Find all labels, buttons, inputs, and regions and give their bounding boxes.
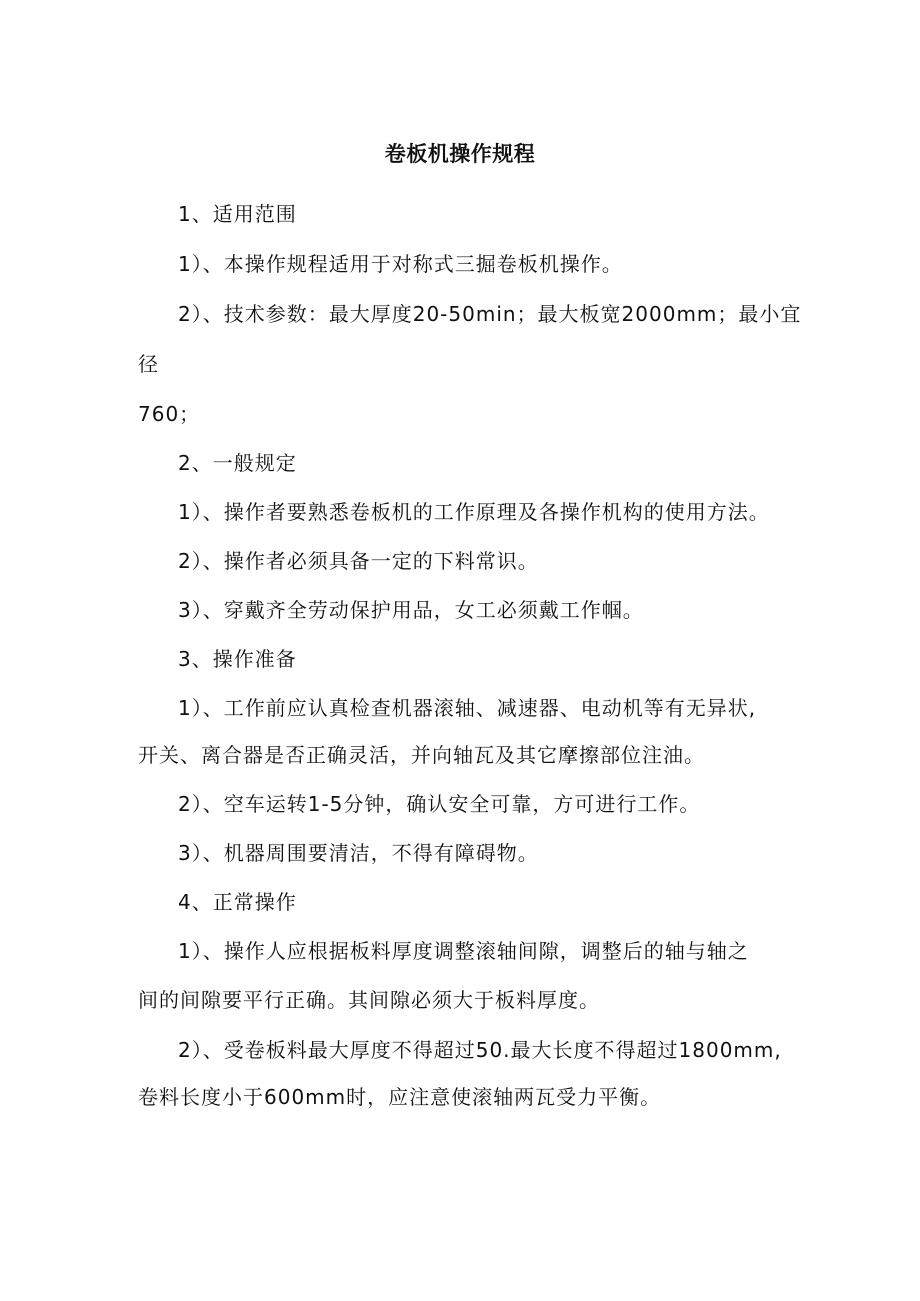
paragraph-line: 卷料长度小于600mm时，应注意使滚轴两瓦受力平衡。 xyxy=(138,1085,662,1109)
section-heading-general: 2、一般规定 xyxy=(178,451,297,475)
paragraph-line: 2）、操作者必须具备一定的下料常识。 xyxy=(178,549,539,573)
paragraph-line: 1）、操作者要熟悉卷板机的工作原理及各操作机构的使用方法。 xyxy=(178,500,770,524)
paragraph-line: 2）、技术参数：最大厚度20-50min；最大板宽2000mm；最小宜 xyxy=(178,302,802,326)
paragraph-line: 2）、受卷板料最大厚度不得超过50.最大长度不得超过1800mm, xyxy=(178,1038,782,1062)
paragraph-line: 2）、空车运转1-5分钟，确认安全可靠，方可进行工作。 xyxy=(178,792,701,816)
paragraph-line: 760； xyxy=(138,402,201,426)
paragraph-line: 1）、工作前应认真检查机器滚轴、减速器、电动机等有无异状, xyxy=(178,696,757,720)
document-title: 卷板机操作规程 xyxy=(384,142,536,166)
paragraph-line: 间的间隙要平行正确。其间隙必须大于板料厚度。 xyxy=(138,988,600,1012)
paragraph-line: 开关、离合器是否正确灵活，并向轴瓦及其它摩擦部位注油。 xyxy=(138,743,705,767)
paragraph-line: 3）、穿戴齐全劳动保护用品，女工必须戴工作帼。 xyxy=(178,598,644,622)
section-heading-scope: 1、适用范围 xyxy=(178,202,297,226)
section-heading-preparation: 3、操作准备 xyxy=(178,647,297,671)
paragraph-line: 3）、机器周围要清洁，不得有障碍物。 xyxy=(178,841,539,865)
paragraph-line: 1）、操作人应根据板料厚度调整滚轴间隙，调整后的轴与轴之 xyxy=(178,939,749,963)
paragraph-line: 1）、本操作规程适用于对称式三掘卷板机操作。 xyxy=(178,252,623,276)
section-heading-normal-operation: 4、正常操作 xyxy=(178,890,297,914)
paragraph-line: 径 xyxy=(138,352,159,376)
